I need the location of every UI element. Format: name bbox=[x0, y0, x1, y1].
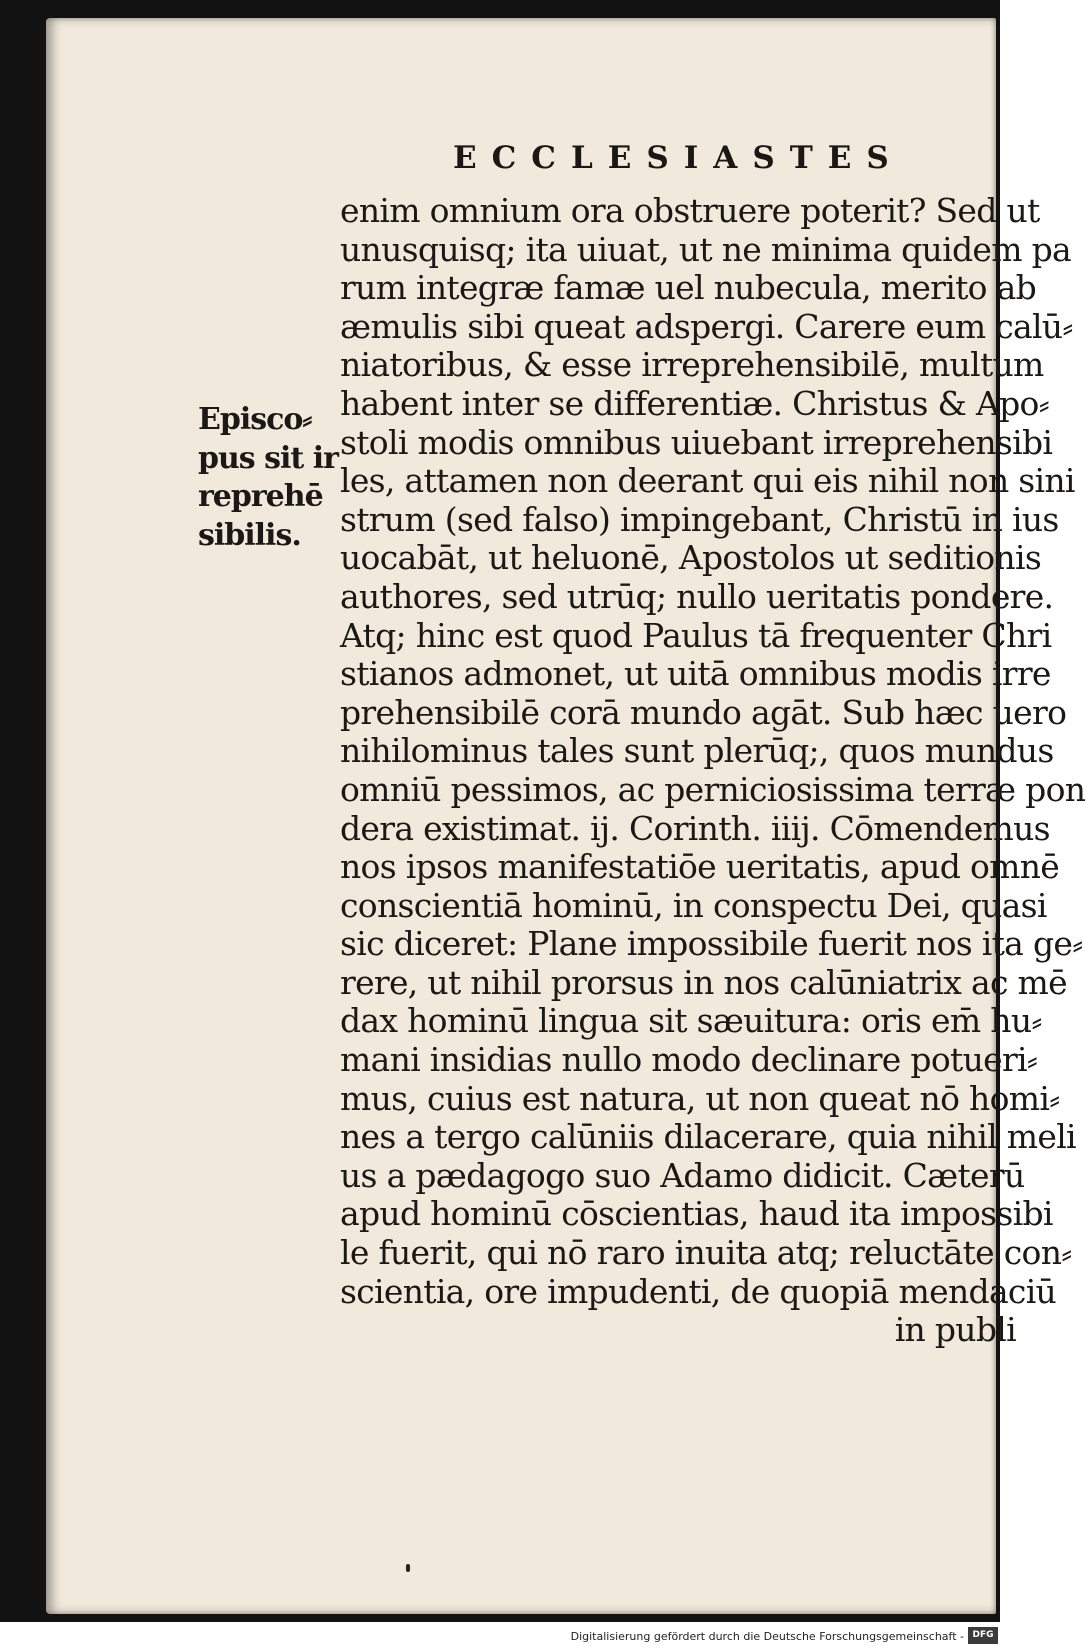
text-line: le fuerit, qui nō raro inuita atq; reluctāte con⸗ bbox=[340, 1233, 1072, 1273]
book-page bbox=[46, 18, 1085, 1614]
text-line: stoli modis omnibus uiuebant irreprehensibi bbox=[340, 422, 1053, 462]
funding-credit: Digitalisierung gefördert durch die Deutsche Forschungsgemeinschaft - bbox=[570, 1630, 964, 1643]
running-head: ECCLESIASTES bbox=[453, 140, 904, 176]
text-line: apud hominū cōscientias, haud ita impossibi bbox=[340, 1194, 1053, 1234]
marginal-note-line: reprehē bbox=[198, 479, 323, 514]
text-line: prehensibilē corā mundo agāt. Sub hæc uero bbox=[340, 692, 1067, 732]
text-line: nihilominus tales sunt plerūq;, quos mundus bbox=[340, 731, 1054, 771]
text-line: nos ipsos manifestatiōe ueritatis, apud omnē bbox=[340, 847, 1060, 887]
text-line: Atq; hinc est quod Paulus tā frequenter Chri bbox=[340, 615, 1052, 655]
text-line: dax hominū lingua sit sæuitura: oris em̄ hu⸗ bbox=[340, 1001, 1042, 1041]
ink-speck bbox=[406, 1564, 410, 1572]
text-line: mani insidias nullo modo declinare potueri⸗ bbox=[340, 1040, 1038, 1080]
dfg-logo: DFG bbox=[968, 1627, 998, 1644]
text-line: sic diceret: Plane impossibile fuerit nos ita ge⸗ bbox=[340, 924, 1083, 964]
text-line: nes a tergo calūniis dilacerare, quia nihil meli bbox=[340, 1117, 1076, 1157]
marginal-note-line: sibilis. bbox=[198, 517, 301, 553]
text-line: les, attamen non deerant qui eis nihil non sini bbox=[340, 461, 1075, 501]
text-line: conscientiā hominū, in conspectu Dei, quasi bbox=[340, 885, 1047, 925]
text-line: habent inter se differentiæ. Christus & Apo⸗ bbox=[340, 383, 1049, 423]
text-line: omniū pessimos, ac perniciosissima terræ pon bbox=[340, 769, 1085, 809]
text-line: dera existimat. ij. Corinth. iiij. Cōmendemus bbox=[340, 808, 1050, 848]
text-line: rere, ut nihil prorsus in nos calūniatrix ac mē bbox=[340, 962, 1067, 1002]
text-line: rum integræ famæ uel nubecula, merito ab bbox=[340, 268, 1037, 308]
text-line: stianos admonet, ut uitā omnibus modis irre bbox=[340, 654, 1051, 694]
text-line: us a pædagogo suo Adamo didicit. Cæterū bbox=[340, 1155, 1025, 1195]
text-line: scientia, ore impudenti, de quopiā mendaciū bbox=[340, 1271, 1057, 1311]
body-text bbox=[340, 191, 1085, 1350]
text-line: uocabāt, ut heluonē, Apostolos ut seditionis bbox=[340, 538, 1042, 578]
marginal-note-line: Episco⸗ bbox=[198, 402, 312, 437]
text-line: in publi bbox=[894, 1310, 1016, 1350]
text-line: unusquisq; ita uiuat, ut ne minima quidem pa bbox=[340, 229, 1072, 269]
text-line: mus, cuius est natura, ut non queat nō homi⸗ bbox=[340, 1078, 1060, 1118]
text-line: æmulis sibi queat adspergi. Carere eum calū⸗ bbox=[340, 306, 1073, 346]
text-line: enim omnium ora obstruere poterit? Sed ut bbox=[340, 191, 1040, 230]
marginal-note bbox=[198, 401, 338, 555]
marginal-note-line: pus sit ir bbox=[198, 440, 338, 476]
text-line: authores, sed utrūq; nullo ueritatis pondere. bbox=[340, 576, 1054, 616]
text-line: niatoribus, & esse irreprehensibilē, multum bbox=[340, 345, 1044, 385]
text-line: strum (sed falso) impingebant, Christū in ius bbox=[340, 499, 1059, 539]
digitization-footer bbox=[0, 1622, 1000, 1652]
